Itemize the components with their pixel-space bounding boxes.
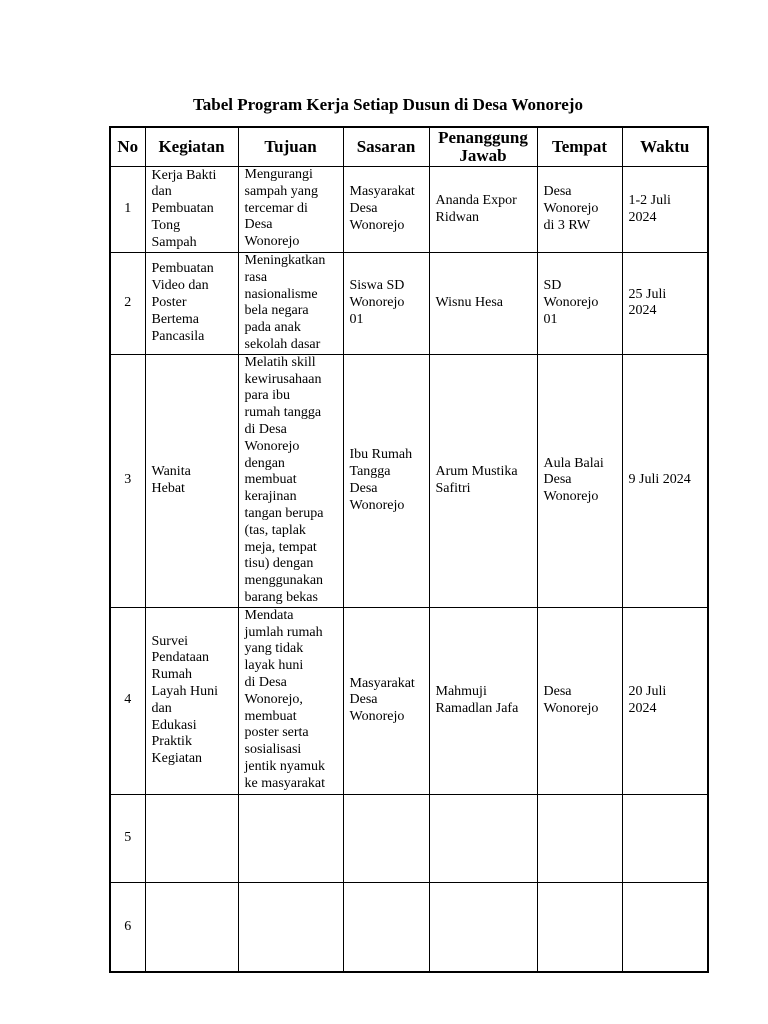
cell-no: 4 [110, 607, 145, 794]
cell-kegiatan: Survei Pendataan Rumah Layah Huni dan Edukasi Praktik Kegiatan [145, 607, 238, 794]
header-tempat: Tempat [537, 127, 622, 167]
cell-penanggung-jawab: Ananda Expor Ridwan [429, 167, 537, 253]
cell-kegiatan: Kerja Bakti dan Pembuatan Tong Sampah [145, 167, 238, 253]
cell-tempat: Desa Wonorejo [537, 607, 622, 794]
cell-tempat: Desa Wonorejo di 3 RW [537, 167, 622, 253]
cell-no: 5 [110, 794, 145, 882]
cell-penanggung-jawab: Wisnu Hesa [429, 253, 537, 355]
table-row [110, 607, 708, 794]
cell-tujuan [238, 794, 343, 882]
table-header-row [110, 127, 708, 167]
cell-tujuan [238, 882, 343, 972]
header-kegiatan: Kegiatan [145, 127, 238, 167]
cell-kegiatan: Pembuatan Video dan Poster Bertema Pancasila [145, 253, 238, 355]
cell-tempat [537, 882, 622, 972]
cell-tempat: SD Wonorejo 01 [537, 253, 622, 355]
header-sasaran: Sasaran [343, 127, 429, 167]
cell-no: 3 [110, 354, 145, 607]
cell-tujuan: Meningkatkan rasa nasionalisme bela negara pada anak sekolah dasar [238, 253, 343, 355]
cell-waktu: 25 Juli 2024 [622, 253, 708, 355]
cell-kegiatan [145, 882, 238, 972]
header-waktu: Waktu [622, 127, 708, 167]
cell-sasaran: Siswa SD Wonorejo 01 [343, 253, 429, 355]
cell-sasaran [343, 882, 429, 972]
program-table [109, 126, 709, 973]
cell-sasaran [343, 794, 429, 882]
table-row [110, 167, 708, 253]
cell-tujuan: Mengurangi sampah yang tercemar di Desa Wonorejo [238, 167, 343, 253]
cell-sasaran: Ibu Rumah Tangga Desa Wonorejo [343, 354, 429, 607]
cell-penanggung-jawab: Arum Mustika Safitri [429, 354, 537, 607]
cell-waktu [622, 882, 708, 972]
cell-no: 2 [110, 253, 145, 355]
cell-tempat: Aula Balai Desa Wonorejo [537, 354, 622, 607]
document-title: Tabel Program Kerja Setiap Dusun di Desa Wonorejo [193, 95, 583, 114]
cell-tujuan: Melatih skill kewirusahaan para ibu rumah tangga di Desa Wonorejo dengan membuat kerajinan tangan berupa (tas, taplak meja, tempat tisu) dengan menggunakan barang bekas [238, 354, 343, 607]
header-no: No [110, 127, 145, 167]
cell-tujuan: Mendata jumlah rumah yang tidak layak huni di Desa Wonorejo, membuat poster serta sosialisasi jentik nyamuk ke masyarakat [238, 607, 343, 794]
table-row [110, 354, 708, 607]
cell-waktu: 9 Juli 2024 [622, 354, 708, 607]
table-row [110, 253, 708, 355]
table-row [110, 794, 708, 882]
cell-no: 6 [110, 882, 145, 972]
cell-penanggung-jawab [429, 882, 537, 972]
cell-tempat [537, 794, 622, 882]
cell-sasaran: Masyarakat Desa Wonorejo [343, 167, 429, 253]
cell-no: 1 [110, 167, 145, 253]
cell-waktu [622, 794, 708, 882]
cell-penanggung-jawab [429, 794, 537, 882]
cell-waktu: 1-2 Juli 2024 [622, 167, 708, 253]
header-penanggung-jawab: Penanggung Jawab [429, 127, 537, 167]
cell-kegiatan [145, 794, 238, 882]
table-row [110, 882, 708, 972]
cell-kegiatan: Wanita Hebat [145, 354, 238, 607]
cell-sasaran: Masyarakat Desa Wonorejo [343, 607, 429, 794]
cell-waktu: 20 Juli 2024 [622, 607, 708, 794]
header-tujuan: Tujuan [238, 127, 343, 167]
cell-penanggung-jawab: Mahmuji Ramadlan Jafa [429, 607, 537, 794]
